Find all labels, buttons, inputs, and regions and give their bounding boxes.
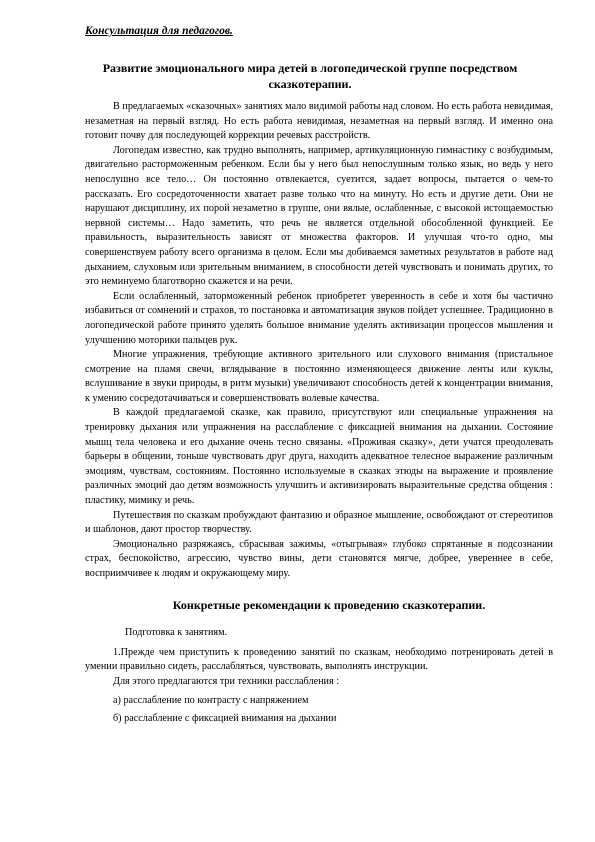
document-body — [85, 100, 553, 731]
paragraph: Путешествия по сказкам пробуждают фантазию и образное мышление, освобождают от стереотипов и шаблонов, дают простор творчеству. — [85, 509, 553, 536]
document-title: Развитие эмоционального мира детей в логопедической группе посредством сказкотерапии. — [102, 61, 518, 91]
paragraph: Эмоционально разряжаясь, сбрасывая зажимы, «отыгрывая» глубоко спрятанные в подсознании страх, беспокойство, агрессию, чувство вины, дети становятся мягче, добрее, увереннее в себе, восприимчивее к людям и окружающему миру. — [85, 538, 553, 579]
paragraph: Логопедам известно, как трудно выполнять, например, артикуляционную гимнастику с возбудимым, двигательно расторможенным ребенком. Если бы у него был непослушным только язык, но ведь у него непослушно все тело… Он постоянно отвлекается, суетится, задает вопросы, пытается о чем-то рассказать. Его сосредоточенности хватает разве только что на минуту. Но есть и другие дети. Они не нарушают дисциплину, их порой незаметно в группе, они вялые, ослабленные, с высокой истощаемостью нервной системы… Надо заметить, что речь не является отдельной обособленной функцией. Ее правильность, выразительность зависят от множества факторов. И улучшая что-то одно, мы совершенствуем работу всего организма в целом. Если мы добиваемся заметных результатов в работе над дыханием, слуховым или зрительным вниманием, в способности детей чувствовать и понимать других, то это неминуемо благотворно скажется и на речи. — [85, 144, 553, 288]
paragraph: Многие упражнения, требующие активного зрительного или слухового внимания (пристальное смотрение на пламя свечи, вглядывание в постоянно изменяющееся движение ленты или куклы, вслушивание в звуки природы, в ритм музыки) увеличивают способность детей к концентрации внимания, к умению сосредотачиваться и совершенствовать волевые качества. — [85, 349, 553, 404]
paragraph: Если ослабленный, заторможенный ребенок приобретет уверенность в себе и хотя бы частично избавиться от сомнений и страхов, то постановка и автоматизация звуков пойдет успешнее. Традиционно в логопедической работе принято уделять большое внимание уделять активизации процессов мышления и улучшению моторики пальцев рук. — [85, 290, 553, 346]
paragraph: В предлагаемых «сказочных» занятиях мало видимой работы над словом. Но есть работа невидимая, незаметная на первый взгляд. Но есть работа невидимая, незаметная на первый взгляд. И именно она готовит почву для последующей коррекции речевых расстройств. — [85, 101, 553, 142]
techniques-intro: Для этого предлагаются три техники расслабления : — [113, 675, 340, 687]
technique-item: б) расслабление с фиксацией внимания на дыхании — [113, 713, 337, 725]
instruction-paragraph: 1.Прежде чем приступить к проведению занятий по сказкам, необходимо потренировать детей в умении правильно сидеть, расслабляться, чувствовать, выполнять инструкции. — [85, 646, 553, 673]
preparation-label: Подготовка к занятиям. — [125, 627, 228, 639]
paragraph: В каждой предлагаемой сказке, как правило, присутствуют или специальные упражнения на тренировку дыхания или упражнения на расслабление с фиксацией внимания на дыхании. Состояние мышц тела человека и его дыхание очень тесно связаны. «Проживая сказку», дети учатся преодолевать барьеры в общении, тоньше чувствовать друг друга, находить адекватное телесное выражение различным эмоциям, чувствам, состояниям. Постоянно используемые в сказках этюды на выражение и проявление различных эмоций дао детям возможность улучшить и активизировать выразительные средства общения : пластику, мимику и речь. — [85, 407, 553, 507]
consultation-header: Консультация для педагогов. — [85, 25, 233, 37]
section-heading: Конкретные рекомендации к проведению сказкотерапии. — [172, 597, 486, 612]
technique-item: а) расслабление по контрасту с напряжением — [113, 694, 309, 706]
